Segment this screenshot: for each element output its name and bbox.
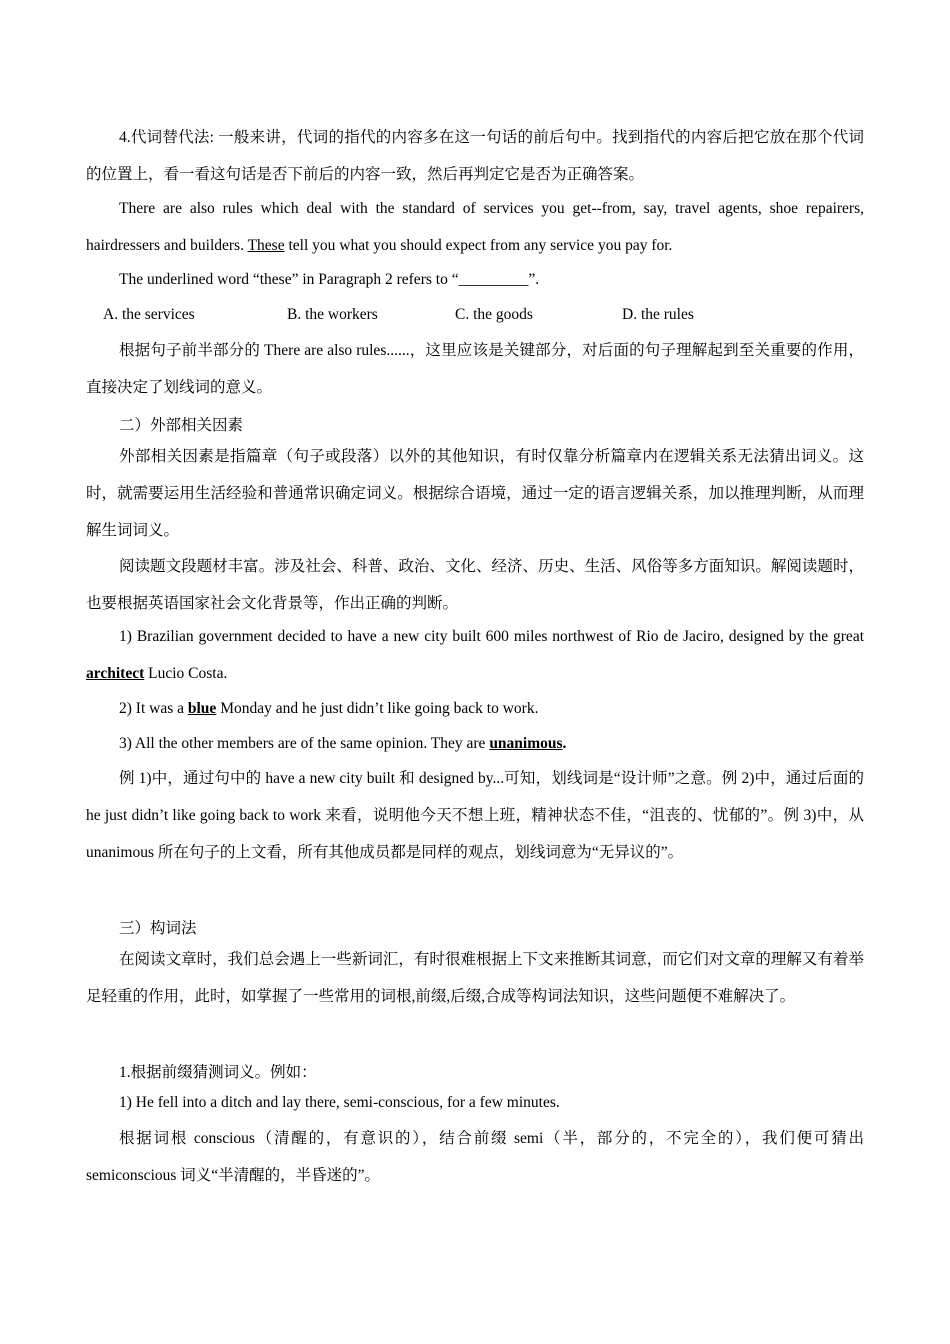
paragraph-pronoun-method: 4.代词替代法: 一般来讲，代词的指代的内容多在这一句话的前后句中。找到指代的内容后把它放在那个代词的位置上，看一看这句话是否下前后的内容一致，然后再判定它是否为正确答案。 xyxy=(86,129,864,183)
question-text: The underlined word “these” in Paragraph 2 refers to “_________”. xyxy=(119,271,540,288)
paragraph-external-factors: 外部相关因素是指篇章（句子或段落）以外的其他知识，有时仅靠分析篇章内在逻辑关系无法猜出词义。这时，就需要运用生活经验和普通常识确定词义。根据综合语境，通过一定的语言逻辑关系，加以推理判断，从而理解生词词义。 xyxy=(86,448,864,539)
paragraph-explanation: 根据句子前半部分的 There are also rules......，这里应该是关键部分，对后面的句子理解起到至关重要的作用，直接决定了划线词的意义。 xyxy=(86,342,864,396)
option-c: C. the goods xyxy=(455,306,533,323)
paragraph-reading-topics: 阅读题文段题材丰富。涉及社会、科普、政治、文化、经济、历史、生活、风俗等多方面知识。解阅读题时，也要根据英语国家社会文化背景等，作出正确的判断。 xyxy=(86,558,864,612)
paragraph-semiconscious: 根据词根 conscious（清醒的，有意识的），结合前缀 semi（半，部分的，不完全的），我们便可猜出 semiconscious 词义“半清醒的，半昏迷的”。 xyxy=(86,1130,864,1184)
section-heading-word-formation: 三）构词法 xyxy=(119,920,197,937)
subheading-prefix: 1.根据前缀猜测词义。例如： xyxy=(119,1064,317,1081)
example-passage-text-1: There are also rules which deal with the standard of services you get--from, say, travel agents, shoe repairers, hairdressers and builders. xyxy=(86,200,864,254)
example-sentence-1 xyxy=(86,618,864,692)
example-1-text-2: Lucio Costa. xyxy=(144,665,228,682)
paragraph-word-formation: 在阅读文章时，我们总会遇上一些新词汇，有时很难根据上下文来推断其词意，而它们对文章的理解又有着举足轻重的作用，此时，如掌握了一些常用的词根,前缀,后缀,合成等构词法知识，这些问题便不难解决了。 xyxy=(86,951,864,1005)
example-2-text-1: 2) It was a xyxy=(119,700,188,717)
option-b: B. the workers xyxy=(287,306,378,323)
example-sentence-3 xyxy=(86,735,864,753)
example-sentence-2 xyxy=(86,700,864,718)
underlined-word-blue: blue xyxy=(187,700,217,717)
option-d: D. the rules xyxy=(622,306,694,323)
section-heading-external-factors: 二）外部相关因素 xyxy=(119,417,244,434)
example-3-text-1: 3) All the other members are of the same opinion. They are xyxy=(119,735,490,752)
example-prefix-sentence: 1) He fell into a ditch and lay there, semi-conscious, for a few minutes. xyxy=(119,1094,560,1111)
example-passage-text-2: tell you what you should expect from any service you pay for. xyxy=(284,237,673,254)
example-2-text-2: Monday and he just didn’t like going back to work. xyxy=(216,700,539,717)
underlined-word-these: These xyxy=(247,237,285,254)
underlined-word-unanimous: unanimous xyxy=(489,735,563,752)
example-3-text-2: . xyxy=(562,735,567,752)
example-passage xyxy=(86,190,864,264)
underlined-word-architect: architect xyxy=(86,665,145,682)
paragraph-example-analysis: 例 1)中，通过句中的 have a new city built 和 designed by...可知，划线词是“设计师”之意。例 2)中，通过后面的 he just didn’t like going back to work 来看，说明他今天不想上班，精神状态不佳，“沮丧的、忧郁的”。例 3)中，从 unanimous 所在句子的上文看，所有其他成员都是同样的观点，划线词意为“无异议的”。 xyxy=(86,770,864,861)
example-1-text-1: 1) Brazilian government decided to have a new city built 600 miles northwest of Rio de Jaciro, designed by the great xyxy=(119,628,864,645)
option-a: A. the services xyxy=(103,306,195,323)
